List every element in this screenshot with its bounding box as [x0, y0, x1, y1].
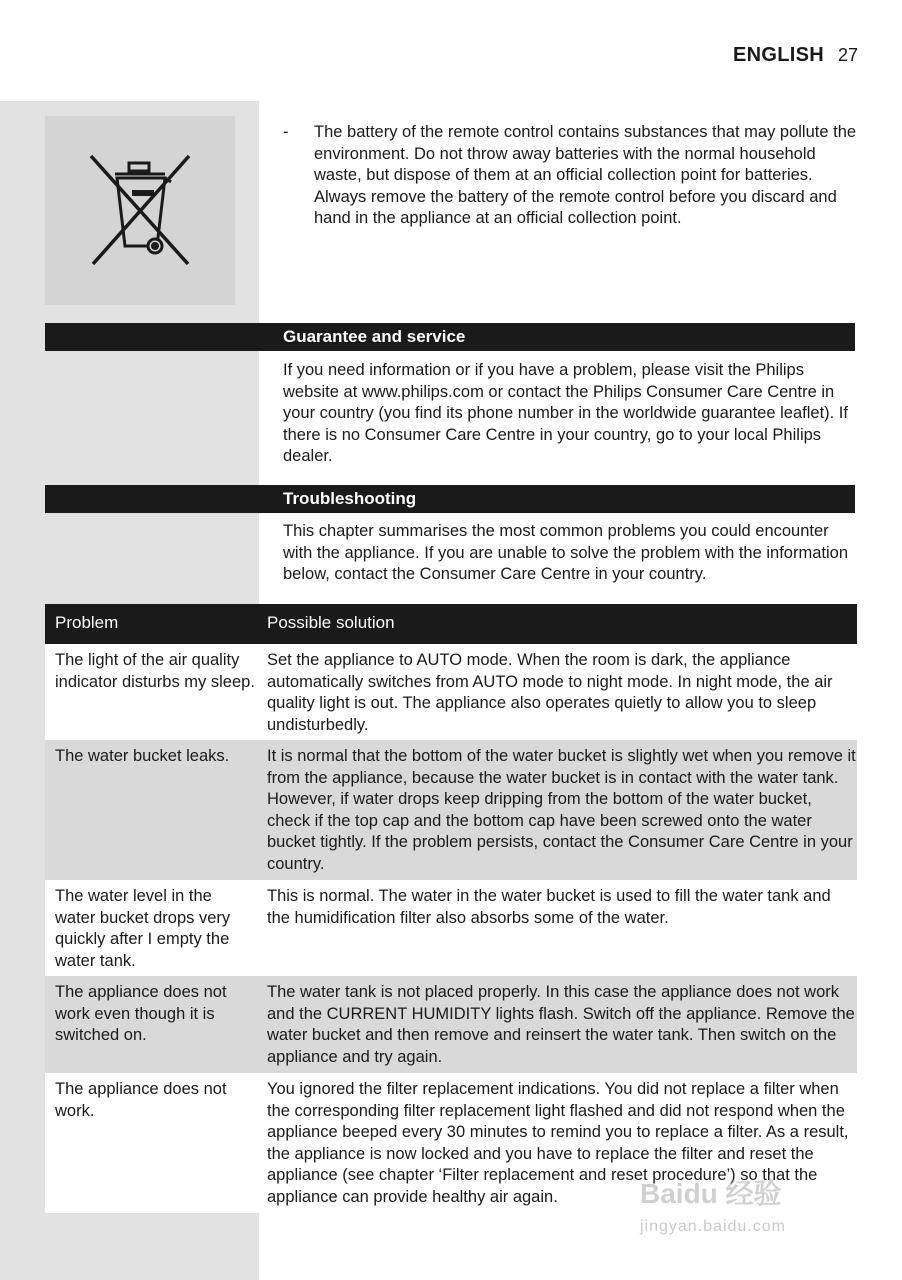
solution-column-header: Possible solution: [267, 613, 395, 632]
battery-note-text: The battery of the remote control contains substances that may pollute the environment. Do not throw away batteries with the normal household waste, but dispose of them at an official collection point for batteries. Always remove the battery of the remote control before you discard and hand in the appliance at an official collection point.: [314, 123, 857, 228]
solution-cell: You ignored the filter replacement indications. You did not replace a filter when the corresponding filter replacement light flashed and did not respond when the appliance beeped every 30 minutes to remind you to replace a filter. As a result, the appliance is now locked and you have to replace the filter and reset the appliance (see chapter ‘Filter replacement and reset procedure’) so that the appliance can provide healthy air again.: [267, 1080, 849, 1206]
battery-disposal-note: [283, 122, 858, 230]
troubleshooting-table: [45, 604, 857, 1213]
troubleshooting-section-bar: [45, 485, 855, 513]
crossed-out-wheelie-bin-icon: [85, 148, 195, 273]
guarantee-section-bar: [45, 323, 855, 351]
guarantee-text-before: If you need information or if you have a problem, please visit the Philips website at: [283, 361, 804, 401]
language-label: ENGLISH: [732, 44, 824, 66]
baidu-watermark-url: jingyan.baidu.com: [640, 1218, 786, 1235]
disposal-icon-box: [45, 116, 235, 305]
baidu-watermark-logo: Baidu 经验: [640, 1178, 782, 1209]
problem-cell: The appliance does not work even though it is switched on.: [55, 983, 227, 1045]
table-row: [45, 740, 857, 880]
solution-cell: The water tank is not placed properly. In this case the appliance does not work and the CURRENT HUMIDITY lights flash. Switch off the appliance. Remove the water bucket and then remove and reinsert the water tank. Then switch on the appliance and try again.: [267, 983, 855, 1066]
problem-cell: The appliance does not work.: [55, 1080, 227, 1120]
table-row: [45, 644, 857, 740]
table-row: [45, 976, 857, 1073]
solution-cell: Set the appliance to AUTO mode. When the room is dark, the appliance automatically switches from AUTO mode to night mode. In night mode, the air quality light is out. The appliance also operates quietly to allow you to sleep undisturbedly.: [267, 651, 833, 734]
philips-website-link[interactable]: www.philips.com: [361, 382, 484, 401]
page-number: 27: [837, 45, 858, 65]
solution-cell: It is normal that the bottom of the water bucket is slightly wet when you remove it from the appliance, because the water bucket is in contact with the water tank. However, if water drops keep dripping from the bottom of the water bucket, check if the top cap and the bottom cap have been screwed onto the water bucket tightly. If the problem persists, contact the Consumer Care Centre in your country.: [267, 747, 856, 873]
page-header: [733, 44, 858, 67]
troubleshooting-intro: This chapter summarises the most common problems you could encounter with the appliance. If you are unable to solve the problem with the information below, contact the Consumer Care Centre in your country.: [283, 522, 848, 584]
table-row: [45, 880, 857, 976]
problem-cell: The water bucket leaks.: [55, 747, 230, 765]
problem-cell: The light of the air quality indicator disturbs my sleep.: [55, 651, 255, 691]
problem-column-header: Problem: [55, 613, 119, 632]
guarantee-title: Guarantee and service: [283, 327, 466, 346]
guarantee-paragraph: [283, 360, 858, 468]
bullet-dash: -: [283, 123, 289, 141]
table-header-row: [45, 604, 857, 644]
guarantee-text-after: or contact the Philips Consumer Care Centre in your country (you find its phone number in the worldwide guarantee leaflet). If there is no Consumer Care Centre in your country, go to your local Philips dealer.: [283, 382, 848, 466]
solution-cell: This is normal. The water in the water bucket is used to fill the water tank and the humidification filter also absorbs some of the water.: [267, 887, 831, 927]
troubleshooting-title: Troubleshooting: [283, 489, 417, 508]
problem-cell: The water level in the water bucket drops very quickly after I empty the water tank.: [55, 887, 231, 970]
